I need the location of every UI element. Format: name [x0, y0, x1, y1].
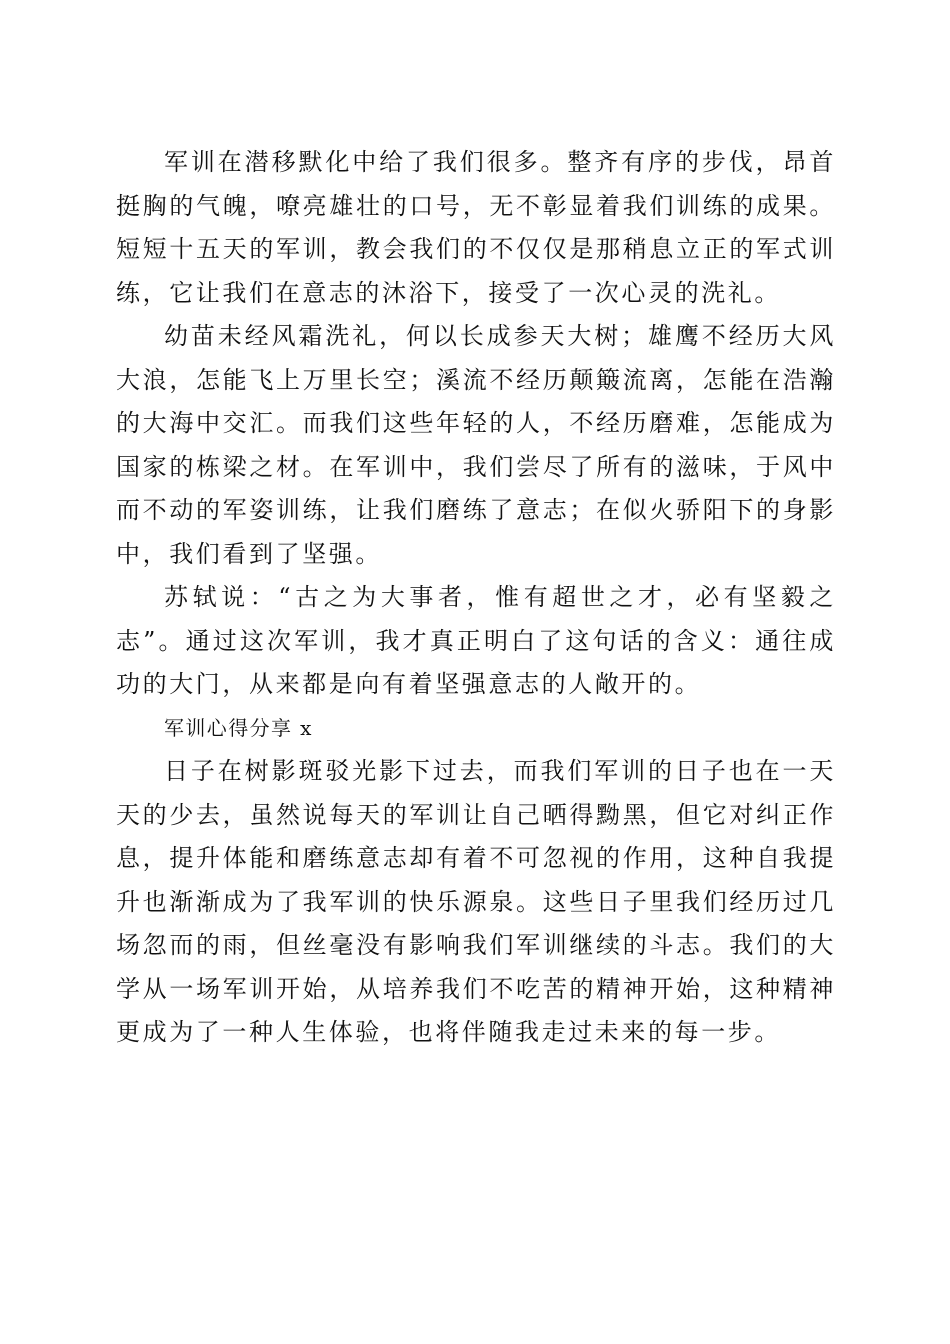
document-body — [116, 141, 836, 1055]
paragraph-su-shi-quote: 苏轼说：“古之为大事者，惟有超世之才，必有坚毅之志”。通过这次军训，我才真正明白了这句话的含义：通往成功的大门，从来都是向有着坚强意志的人敞开的。 — [116, 583, 836, 698]
section-title: 军训心得分享 x — [164, 715, 313, 740]
paragraph-military-training-gains: 军训在潜移默化中给了我们很多。整齐有序的步伐，昂首挺胸的气魄，嘹亮雄壮的口号，无不彰显着我们训练的成果。短短十五天的军训，教会我们的不仅仅是那稍息立正的军式训练，它让我们在意志的沐浴下，接受了一次心灵的洗礼。 — [116, 148, 836, 307]
paragraph-days-passing: 日子在树影斑驳光影下过去，而我们军训的日子也在一天天的少去，虽然说每天的军训让自己晒得黝黑，但它对纠正作息，提升体能和磨练意志却有着不可忽视的作用，这种自我提升也渐渐成为了我军训的快乐源泉。这些日子里我们经历过几场忽而的雨，但丝毫没有影响我们军训继续的斗志。我们的大学从一场军训开始，从培养我们不吃苦的精神开始，这种精神更成为了一种人生体验，也将伴随我走过未来的每一步。 — [116, 757, 836, 1046]
paragraph-seedling-eagle-metaphor: 幼苗未经风霜洗礼，何以长成参天大树；雄鹰不经历大风大浪，怎能飞上万里长空；溪流不经历颠簸流离，怎能在浩瀚的大海中交汇。而我们这些年轻的人，不经历磨难，怎能成为国家的栋梁之材。在军训中，我们尝尽了所有的滋味，于风中而不动的军姿训练，让我们磨练了意志；在似火骄阳下的身影中，我们看到了坚强。 — [116, 322, 836, 568]
